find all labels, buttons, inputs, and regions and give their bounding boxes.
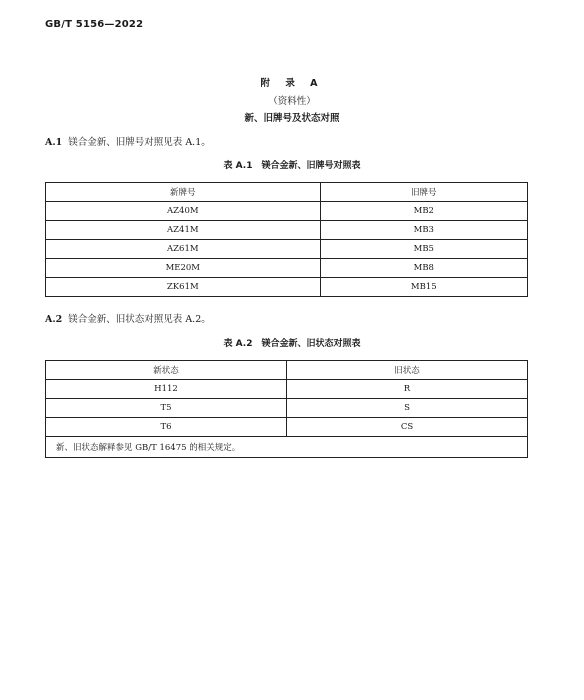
section-a1-text: 镁合金新、旧牌号对照见表 A.1。 — [68, 137, 211, 148]
table-cell: AZ41M — [46, 221, 321, 240]
table-cell: S — [287, 399, 528, 418]
table-a1-title: 表 A.1 镁合金新、旧牌号对照表 — [223, 161, 361, 171]
table-a2-col-new: 新状态 — [46, 361, 287, 380]
table-row — [46, 278, 528, 297]
table-cell: MB15 — [320, 278, 527, 297]
table-a2-header-row — [46, 361, 528, 380]
table-cell: MB5 — [320, 240, 527, 259]
table-row — [46, 221, 528, 240]
table-a2 — [45, 360, 528, 458]
appendix-name: 新、旧牌号及状态对照 — [244, 113, 340, 124]
table-cell: AZ40M — [46, 202, 321, 221]
table-note-row — [46, 437, 528, 458]
table-a2-col-old: 旧状态 — [287, 361, 528, 380]
table-row — [46, 399, 528, 418]
table-a1-col-old: 旧牌号 — [320, 183, 527, 202]
table-row — [46, 240, 528, 259]
appendix-subtitle: （资料性） — [268, 96, 316, 107]
section-a1-paragraph — [45, 134, 211, 148]
table-cell: T5 — [46, 399, 287, 418]
table-a1-col-new: 新牌号 — [46, 183, 321, 202]
table-row — [46, 259, 528, 278]
table-cell: T6 — [46, 418, 287, 437]
section-a2-paragraph — [45, 311, 211, 325]
table-cell: CS — [287, 418, 528, 437]
table-cell: ME20M — [46, 259, 321, 278]
table-row — [46, 202, 528, 221]
table-cell: MB8 — [320, 259, 527, 278]
section-a2-number: A.2 — [45, 314, 63, 325]
table-cell: MB3 — [320, 221, 527, 240]
table-row — [46, 418, 528, 437]
table-a2-note: 新、旧状态解释参见 GB/T 16475 的相关规定。 — [46, 437, 528, 458]
table-cell: ZK61M — [46, 278, 321, 297]
table-a1 — [45, 182, 528, 297]
table-cell: R — [287, 380, 528, 399]
table-a1-header-row — [46, 183, 528, 202]
table-cell: MB2 — [320, 202, 527, 221]
table-a2-title: 表 A.2 镁合金新、旧状态对照表 — [223, 339, 361, 349]
appendix-title: 附 录 A — [260, 78, 324, 89]
table-cell: AZ61M — [46, 240, 321, 259]
section-a2-text: 镁合金新、旧状态对照见表 A.2。 — [68, 314, 211, 325]
section-a1-number: A.1 — [45, 137, 63, 148]
standard-id-header: GB/T 5156—2022 — [45, 19, 144, 30]
table-cell: H112 — [46, 380, 287, 399]
table-row — [46, 380, 528, 399]
